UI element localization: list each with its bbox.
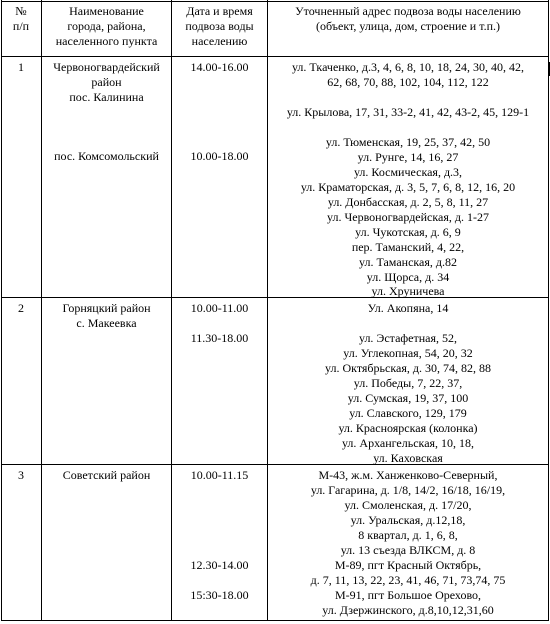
address-line: ул. 13 съезда ВЛКСМ, д. 8 bbox=[340, 543, 476, 557]
address-line: 8 квартал, д. 1, 6, 8, bbox=[358, 528, 458, 542]
header-number-label: № bbox=[15, 4, 27, 18]
header-time-label: подвоза воды bbox=[185, 19, 254, 33]
delivery-time: 15:30-18.00 bbox=[190, 588, 249, 602]
district-name: Червоногвардейский bbox=[53, 60, 160, 74]
header-locality-label: населенного пункта bbox=[55, 34, 158, 48]
row-divider bbox=[1, 56, 548, 57]
header-address-label: Уточненный адрес подвоза воды населению bbox=[295, 4, 521, 18]
delivery-time: 10.00-11.15 bbox=[190, 468, 249, 482]
address-line: 62, 68, 70, 88, 102, 104, 112, 122 bbox=[327, 75, 489, 89]
table-border-right bbox=[548, 0, 549, 621]
address-line: М-43, ж.м. Ханженково-Северный, bbox=[318, 468, 498, 482]
address-line: ул. Уральская, д.12,18, bbox=[350, 513, 466, 527]
header-locality-label: города, района, bbox=[67, 19, 146, 33]
table-border-top bbox=[1, 1, 548, 2]
delivery-time: 10.00-11.00 bbox=[190, 301, 249, 315]
address-line: ул. Крылова, 17, 31, 33-2, 41, 42, 43-2, 45, 129-1 bbox=[286, 105, 530, 119]
address-line: ул. Дзержинского, д.8,10,12,31,60 bbox=[322, 603, 494, 617]
address-line: ул. Хруничева bbox=[371, 284, 445, 298]
address-line: М-91, пгт Большое Орехово, bbox=[334, 588, 482, 602]
delivery-time: 12.30-14.00 bbox=[190, 558, 249, 572]
district-name: район bbox=[91, 75, 122, 89]
delivery-time: 14.00-16.00 bbox=[190, 60, 249, 74]
address-line: д. 7, 11, 13, 22, 23, 41, 46, 71, 73,74, 75 bbox=[310, 573, 506, 587]
address-line: ул. Архангельская, 10, 18, bbox=[341, 436, 475, 450]
delivery-time: 11.30-18.00 bbox=[190, 331, 249, 345]
address-line: ул. Каховская bbox=[373, 451, 443, 465]
header-locality-label: Наименование bbox=[69, 4, 144, 18]
address-line: ул. Краматорская, д. 3, 5, 7, 6, 8, 12, 16, 20 bbox=[300, 180, 516, 194]
address-line: ул. Октябрьская, д. 30, 74, 82, 88 bbox=[325, 361, 491, 375]
address-line: пер. Таманский, 4, 22, bbox=[351, 240, 465, 254]
address-line: ул. Смоленская, д. 17/20, bbox=[344, 498, 472, 512]
address-line: ул. Красноярская (колонка) bbox=[338, 421, 478, 435]
address-line: ул. Эстафетная, 52, bbox=[358, 331, 458, 345]
address-line: ул. Таманская, д.82 bbox=[358, 255, 457, 269]
header-time-label: населению bbox=[191, 34, 248, 48]
header-address-label: (объект, улица, дом, строение и т.п.) bbox=[316, 19, 500, 33]
address-line: ул. Донбасская, д. 2, 5, 8, 11, 27 bbox=[327, 195, 489, 209]
table-border-bottom bbox=[1, 620, 548, 621]
address-line: ул. Червоногвардейская, д. 1-27 bbox=[327, 210, 489, 224]
header-number-label: п/п bbox=[12, 19, 30, 33]
settlement-name: пос. Калинина bbox=[69, 90, 144, 104]
row-number: 1 bbox=[18, 60, 24, 74]
settlement-name: пос. Комсомольский bbox=[54, 149, 159, 163]
address-line: Ул. Акопяна, 14 bbox=[367, 301, 449, 315]
address-line: М-89, пгт Красный Октябрь, bbox=[334, 558, 482, 572]
address-line: ул. Сумская, 19, 37, 100 bbox=[347, 391, 469, 405]
address-line: ул. Рунге, 14, 16, 27 bbox=[357, 150, 459, 164]
address-line: ул. Космическая, д.3, bbox=[353, 165, 463, 179]
address-line: ул. Ткаченко, д.3, 4, 6, 8, 10, 18, 24, 30, 40, 42, bbox=[291, 60, 525, 74]
address-line: ул. Щорса, д. 34 bbox=[366, 270, 450, 284]
address-line: ул. Углекопная, 54, 20, 32 bbox=[343, 346, 473, 360]
address-line: ул. Чукотская, д. 6, 9 bbox=[355, 225, 461, 239]
address-line: ул. Победы, 7, 22, 37, bbox=[353, 376, 463, 390]
row-number: 2 bbox=[18, 301, 24, 315]
settlement-name: с. Макеевка bbox=[76, 316, 137, 330]
header-time-label: Дата и время bbox=[186, 4, 253, 18]
delivery-time: 10.00-18.00 bbox=[190, 149, 249, 163]
address-line: ул. Славского, 129, 179 bbox=[349, 406, 467, 420]
address-line: ул. Тюменская, 19, 25, 37, 42, 50 bbox=[325, 135, 491, 149]
district-name: Горняцкий район bbox=[62, 301, 151, 315]
district-name: Советский район bbox=[62, 468, 151, 482]
address-line: ул. Гагарина, д. 1/8, 14/2, 16/18, 16/19, bbox=[310, 483, 506, 497]
row-number: 3 bbox=[18, 468, 24, 482]
